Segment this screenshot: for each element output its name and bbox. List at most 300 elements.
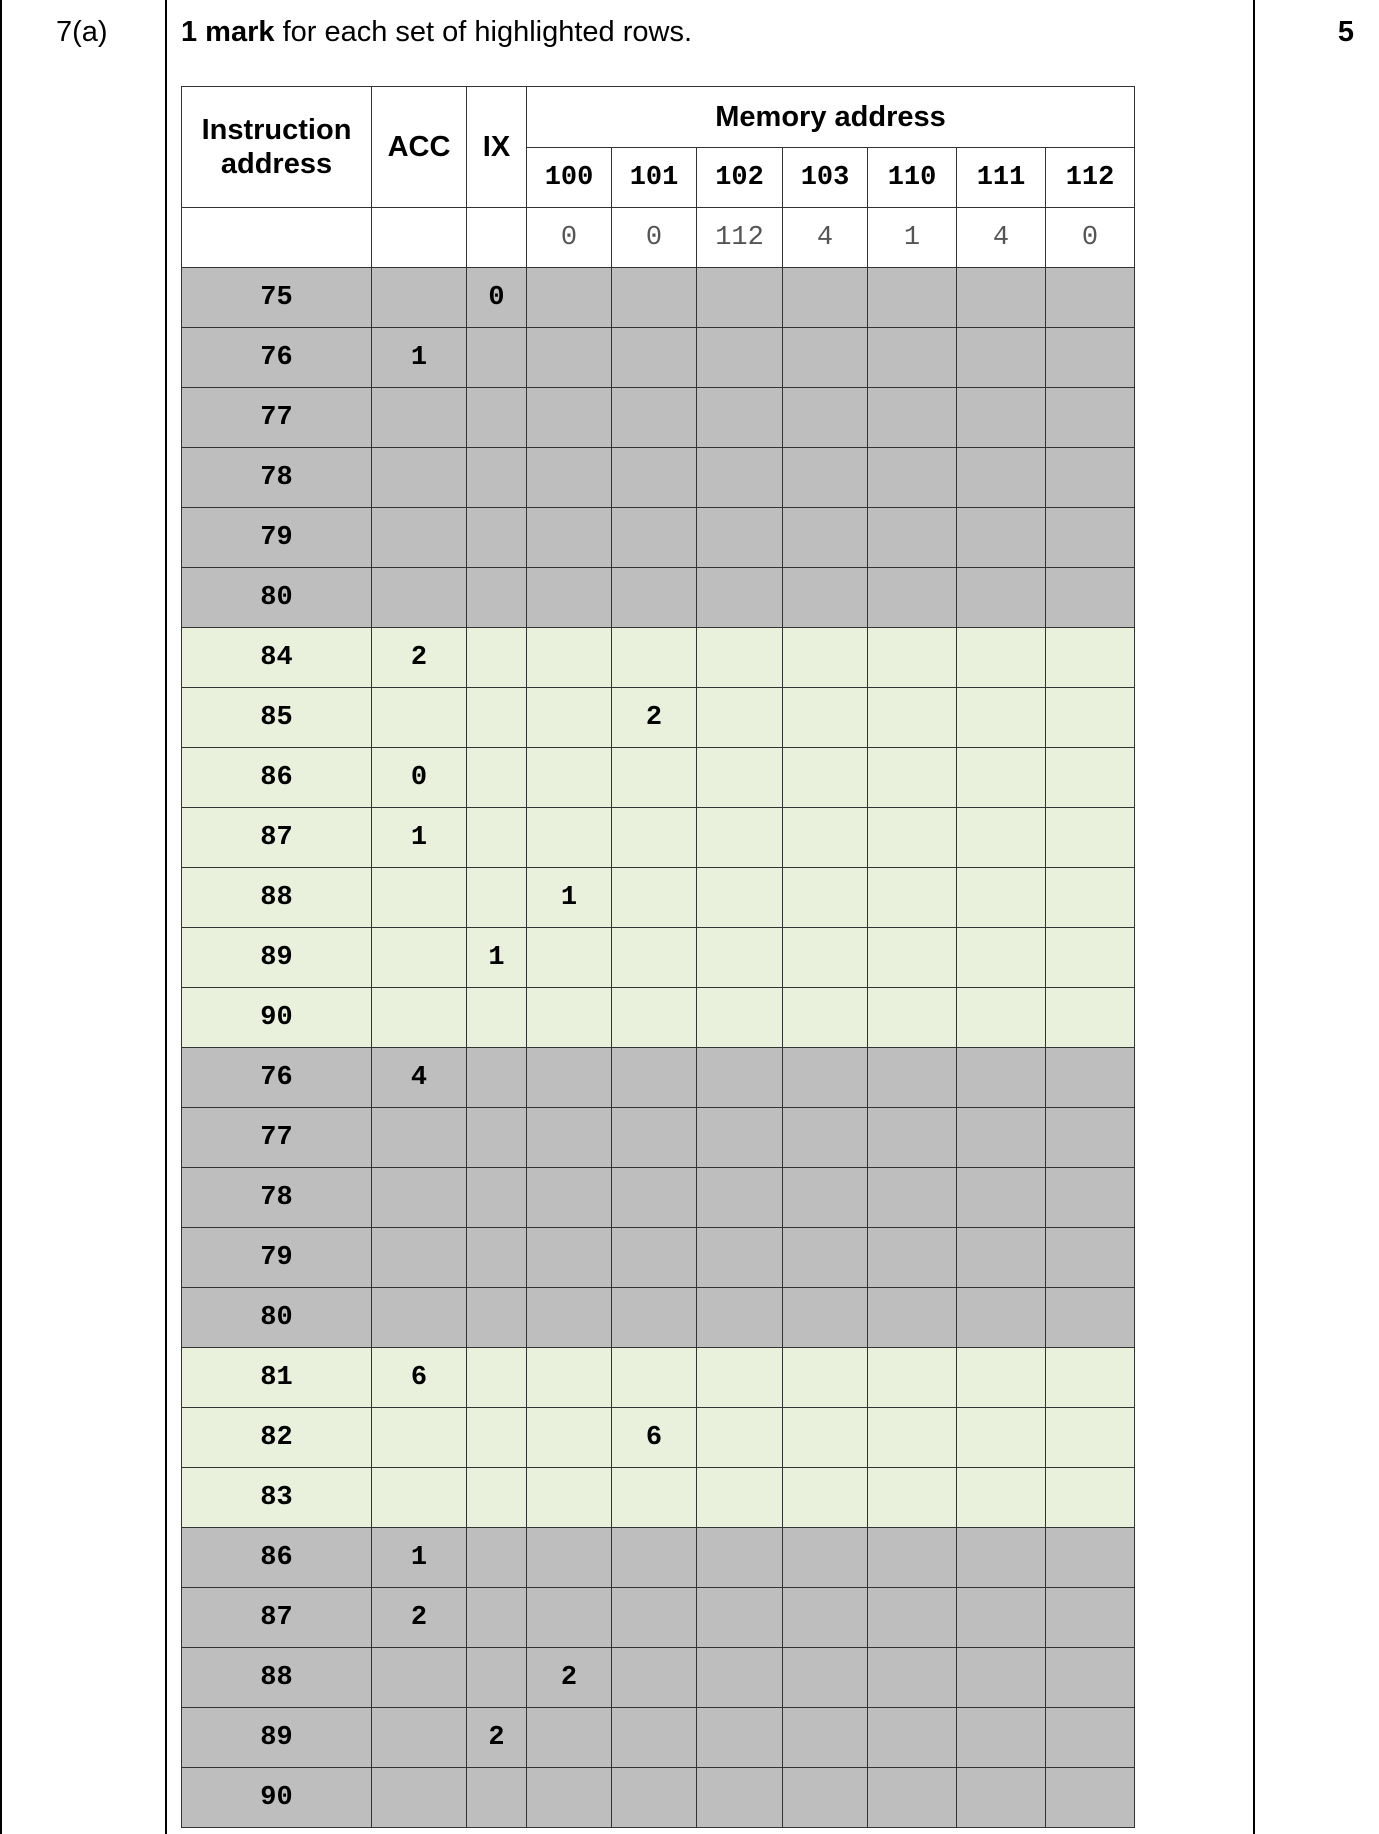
trace-value-cell [372,1408,467,1468]
marks-column-divider [1253,0,1255,1834]
trace-value-cell [467,1528,527,1588]
trace-value-cell [372,868,467,928]
trace-value-cell [527,1468,612,1528]
trace-value-cell: 1 [372,328,467,388]
trace-value-cell [868,1708,957,1768]
trace-value-cell [783,1408,868,1468]
trace-value-cell [957,1768,1046,1828]
trace-value-cell: 1 [372,808,467,868]
instruction-address-cell: 76 [182,328,372,388]
trace-value-cell [868,1348,957,1408]
trace-value-cell [1046,1408,1135,1468]
instruction-address-cell: 87 [182,808,372,868]
trace-value-cell [527,448,612,508]
trace-value-cell [783,868,868,928]
trace-value-cell [372,1468,467,1528]
trace-value-cell [372,1648,467,1708]
trace-value-cell [868,1648,957,1708]
trace-value-cell [957,1288,1046,1348]
trace-value-cell [868,1768,957,1828]
question-number: 7(a) [56,16,108,48]
trace-value-cell [612,1588,697,1648]
initial-value-cell: 112 [697,208,783,268]
trace-value-cell [783,268,868,328]
trace-value-cell [957,928,1046,988]
memory-address-100: 100 [527,148,612,208]
trace-value-cell [612,808,697,868]
trace-value-cell [1046,1228,1135,1288]
trace-value-cell [697,1528,783,1588]
trace-value-cell [1046,1048,1135,1108]
trace-value-cell [957,328,1046,388]
trace-value-cell [783,1048,868,1108]
trace-value-cell [868,1468,957,1528]
trace-value-cell [868,928,957,988]
trace-value-cell [467,868,527,928]
trace-value-cell [467,388,527,448]
trace-value-cell: 2 [467,1708,527,1768]
trace-value-cell [527,268,612,328]
trace-value-cell [612,268,697,328]
trace-row [182,1168,1135,1228]
trace-value-cell [612,1768,697,1828]
trace-value-cell [697,1468,783,1528]
instruction-address-cell: 76 [182,1048,372,1108]
trace-row [182,268,1135,328]
trace-value-cell [868,688,957,748]
trace-row [182,508,1135,568]
trace-value-cell [527,1588,612,1648]
trace-row [182,1588,1135,1648]
memory-address-103: 103 [783,148,868,208]
trace-value-cell [957,1528,1046,1588]
trace-value-cell [527,748,612,808]
trace-row [182,1528,1135,1588]
trace-value-cell [467,1408,527,1468]
trace-value-cell [527,1228,612,1288]
memory-address-102: 102 [697,148,783,208]
trace-value-cell [697,448,783,508]
trace-value-cell [612,328,697,388]
trace-row [182,1648,1135,1708]
trace-row [182,1048,1135,1108]
instruction-address-cell: 78 [182,448,372,508]
instruction-address-cell: 87 [182,1588,372,1648]
acc-header: ACC [372,87,467,208]
trace-value-cell [868,388,957,448]
trace-value-cell [612,448,697,508]
trace-value-cell [612,1648,697,1708]
trace-value-cell [527,988,612,1048]
trace-value-cell [957,1468,1046,1528]
trace-table-body [182,208,1135,1828]
trace-value-cell [783,808,868,868]
initial-value-cell: 0 [1046,208,1135,268]
trace-value-cell: 2 [612,688,697,748]
trace-value-cell: 1 [467,928,527,988]
trace-value-cell [612,928,697,988]
trace-value-cell [783,1768,868,1828]
initial-values-row [182,208,1135,268]
instruction-address-cell: 84 [182,628,372,688]
trace-value-cell [783,1588,868,1648]
trace-value-cell [1046,808,1135,868]
instruction-address-header: Instruction address [182,87,372,208]
trace-value-cell [467,508,527,568]
instruction-address-cell: 79 [182,508,372,568]
trace-value-cell [957,988,1046,1048]
trace-value-cell [783,628,868,688]
trace-value-cell [783,388,868,448]
trace-value-cell [697,988,783,1048]
instruction-address-cell: 86 [182,1528,372,1588]
trace-value-cell [957,508,1046,568]
trace-value-cell [467,1468,527,1528]
trace-value-cell [783,1708,868,1768]
trace-value-cell [957,1408,1046,1468]
trace-value-cell [957,268,1046,328]
trace-value-cell [1046,688,1135,748]
trace-value-cell [957,1048,1046,1108]
trace-value-cell [372,388,467,448]
trace-value-cell [467,748,527,808]
trace-value-cell [372,1108,467,1168]
trace-value-cell [467,808,527,868]
trace-value-cell [1046,1468,1135,1528]
trace-value-cell [957,748,1046,808]
initial-value-cell: 1 [868,208,957,268]
trace-value-cell [372,1708,467,1768]
trace-row [182,568,1135,628]
initial-value-cell: 4 [783,208,868,268]
memory-address-101: 101 [612,148,697,208]
trace-value-cell [1046,1108,1135,1168]
trace-value-cell [783,1108,868,1168]
trace-value-cell [957,1588,1046,1648]
trace-value-cell [868,1168,957,1228]
trace-value-cell [697,1108,783,1168]
trace-value-cell [1046,1648,1135,1708]
trace-value-cell [612,1048,697,1108]
trace-value-cell [783,1648,868,1708]
trace-value-cell [1046,1168,1135,1228]
trace-value-cell [372,568,467,628]
trace-value-cell [467,1768,527,1828]
memory-address-111: 111 [957,148,1046,208]
trace-value-cell [868,1408,957,1468]
trace-value-cell [467,448,527,508]
trace-value-cell [697,1348,783,1408]
trace-value-cell [1046,1528,1135,1588]
instruction-address-cell: 89 [182,1708,372,1768]
trace-value-cell [1046,568,1135,628]
trace-value-cell: 0 [372,748,467,808]
trace-value-cell [868,1528,957,1588]
trace-value-cell [783,1528,868,1588]
trace-value-cell [957,868,1046,928]
trace-row [182,1228,1135,1288]
trace-value-cell [697,628,783,688]
trace-value-cell [467,688,527,748]
instruction-address-cell: 75 [182,268,372,328]
trace-value-cell [467,1288,527,1348]
trace-value-cell [957,688,1046,748]
trace-value-cell [868,1048,957,1108]
trace-value-cell [1046,928,1135,988]
instruction-address-cell: 86 [182,748,372,808]
trace-value-cell [697,748,783,808]
trace-value-cell [1046,268,1135,328]
trace-row [182,868,1135,928]
trace-row [182,1288,1135,1348]
trace-value-cell [957,808,1046,868]
trace-value-cell: 1 [527,868,612,928]
initial-value-cell: 4 [957,208,1046,268]
trace-value-cell: 2 [372,1588,467,1648]
trace-value-cell [697,868,783,928]
trace-value-cell [868,1288,957,1348]
trace-value-cell [372,988,467,1048]
trace-value-cell [697,1648,783,1708]
trace-value-cell [467,988,527,1048]
trace-value-cell [697,328,783,388]
trace-value-cell [697,1168,783,1228]
trace-value-cell [372,508,467,568]
memory-address-header: Memory address [527,87,1135,148]
trace-value-cell [527,1048,612,1108]
trace-row [182,1408,1135,1468]
trace-value-cell [1046,748,1135,808]
trace-row [182,628,1135,688]
trace-value-cell [612,988,697,1048]
trace-row [182,748,1135,808]
trace-value-cell [1046,388,1135,448]
trace-value-cell [697,1228,783,1288]
trace-row [182,448,1135,508]
trace-row [182,1108,1135,1168]
trace-value-cell: 2 [527,1648,612,1708]
trace-value-cell [467,1048,527,1108]
trace-value-cell [868,448,957,508]
trace-value-cell [527,388,612,448]
trace-value-cell [527,1288,612,1348]
trace-value-cell: 4 [372,1048,467,1108]
instruction-address-cell: 88 [182,1648,372,1708]
trace-value-cell [612,1168,697,1228]
trace-value-cell [783,328,868,388]
trace-value-cell [868,1228,957,1288]
mark-scheme-instruction [181,16,692,49]
trace-value-cell [957,1108,1046,1168]
trace-value-cell [957,1168,1046,1228]
instruction-address-cell: 83 [182,1468,372,1528]
trace-value-cell [612,508,697,568]
trace-value-cell [612,748,697,808]
trace-value-cell [1046,1288,1135,1348]
trace-value-cell [372,1768,467,1828]
trace-value-cell [957,1708,1046,1768]
trace-value-cell [868,628,957,688]
trace-value-cell [612,1528,697,1588]
trace-value-cell [957,1648,1046,1708]
instruction-address-cell: 77 [182,388,372,448]
trace-table [181,86,1135,1828]
trace-value-cell [372,1228,467,1288]
instruction-address-cell: 78 [182,1168,372,1228]
trace-value-cell: 1 [372,1528,467,1588]
trace-value-cell [1046,988,1135,1048]
trace-value-cell [697,1588,783,1648]
trace-row [182,328,1135,388]
trace-value-cell: 6 [612,1408,697,1468]
trace-value-cell [527,628,612,688]
trace-value-cell [868,1108,957,1168]
trace-value-cell [467,1348,527,1408]
trace-value-cell [527,1108,612,1168]
trace-value-cell [612,868,697,928]
trace-value-cell [372,268,467,328]
trace-value-cell [527,808,612,868]
trace-value-cell [697,268,783,328]
instruction-address-cell: 80 [182,1288,372,1348]
trace-value-cell [783,1288,868,1348]
trace-value-cell [467,628,527,688]
trace-value-cell [467,1108,527,1168]
trace-value-cell [697,388,783,448]
trace-row [182,1348,1135,1408]
trace-row [182,1468,1135,1528]
trace-value-cell [612,1228,697,1288]
trace-value-cell: 2 [372,628,467,688]
trace-value-cell [783,748,868,808]
trace-value-cell [697,808,783,868]
trace-value-cell [957,628,1046,688]
trace-value-cell [868,868,957,928]
trace-value-cell [783,928,868,988]
trace-value-cell [372,448,467,508]
trace-value-cell [783,988,868,1048]
trace-value-cell [957,1348,1046,1408]
trace-value-cell [372,1168,467,1228]
left-border [0,0,2,1834]
initial-value-cell [467,208,527,268]
trace-row [182,1768,1135,1828]
trace-value-cell [957,1228,1046,1288]
trace-value-cell [697,1288,783,1348]
trace-value-cell [783,688,868,748]
marks-total: 5 [1337,16,1355,48]
trace-row [182,808,1135,868]
trace-value-cell: 0 [467,268,527,328]
instruction-address-cell: 80 [182,568,372,628]
instruction-address-cell: 89 [182,928,372,988]
trace-value-cell [957,448,1046,508]
trace-value-cell [527,568,612,628]
instruction-address-cell: 85 [182,688,372,748]
trace-value-cell [868,508,957,568]
trace-value-cell [372,928,467,988]
trace-value-cell [612,1288,697,1348]
trace-value-cell [527,1768,612,1828]
trace-value-cell [372,688,467,748]
trace-value-cell [783,1468,868,1528]
trace-value-cell [1046,508,1135,568]
trace-value-cell [868,568,957,628]
trace-value-cell [697,1768,783,1828]
trace-value-cell [527,1348,612,1408]
trace-value-cell [697,1708,783,1768]
trace-value-cell [697,928,783,988]
instruction-address-cell: 81 [182,1348,372,1408]
trace-value-cell [868,748,957,808]
trace-value-cell [467,1588,527,1648]
trace-value-cell [527,688,612,748]
trace-value-cell: 6 [372,1348,467,1408]
trace-value-cell [527,1528,612,1588]
instruction-address-cell: 79 [182,1228,372,1288]
trace-value-cell [467,1228,527,1288]
trace-value-cell [697,1408,783,1468]
trace-value-cell [527,1168,612,1228]
trace-value-cell [527,928,612,988]
trace-value-cell [612,568,697,628]
trace-value-cell [467,328,527,388]
initial-value-cell: 0 [527,208,612,268]
trace-value-cell [868,808,957,868]
initial-value-cell [372,208,467,268]
trace-value-cell [783,568,868,628]
trace-row [182,988,1135,1048]
instruction-address-cell: 88 [182,868,372,928]
trace-value-cell [612,1708,697,1768]
trace-value-cell [467,568,527,628]
ix-header: IX [467,87,527,208]
instruction-address-cell: 90 [182,1768,372,1828]
memory-address-110: 110 [868,148,957,208]
trace-value-cell [612,1108,697,1168]
memory-address-112: 112 [1046,148,1135,208]
trace-value-cell [957,568,1046,628]
trace-value-cell [467,1648,527,1708]
trace-value-cell [1046,1588,1135,1648]
trace-value-cell [783,1168,868,1228]
trace-value-cell [697,508,783,568]
trace-value-cell [1046,1708,1135,1768]
trace-value-cell [697,688,783,748]
instruction-address-cell: 90 [182,988,372,1048]
trace-value-cell [1046,1768,1135,1828]
initial-value-cell: 0 [612,208,697,268]
trace-value-cell [697,568,783,628]
trace-value-cell [1046,868,1135,928]
instruction-bold: 1 mark [181,16,275,48]
trace-value-cell [868,1588,957,1648]
trace-value-cell [372,1288,467,1348]
trace-value-cell [527,1408,612,1468]
trace-value-cell [783,1348,868,1408]
trace-value-cell [527,328,612,388]
question-column-divider [165,0,167,1834]
trace-value-cell [868,328,957,388]
trace-value-cell [783,1228,868,1288]
trace-value-cell [1046,1348,1135,1408]
trace-value-cell [697,1048,783,1108]
trace-row [182,928,1135,988]
trace-value-cell [868,268,957,328]
trace-value-cell [612,628,697,688]
trace-value-cell [1046,628,1135,688]
trace-row [182,388,1135,448]
